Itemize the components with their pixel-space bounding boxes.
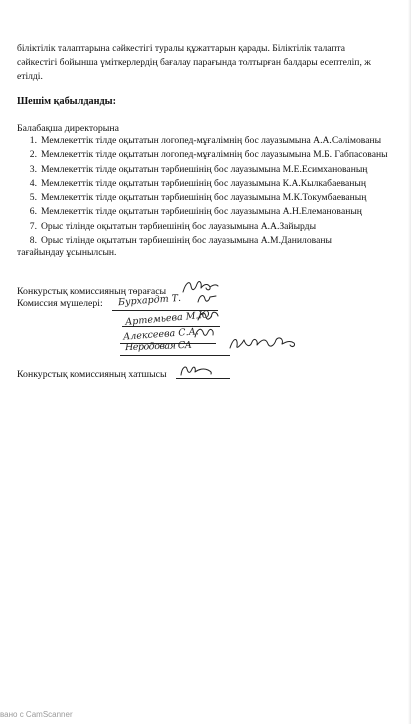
member-signature-name: Артемьева М.Ю. <box>124 309 214 328</box>
closing-line: тағайындау ұсынылсын. <box>17 247 117 258</box>
list-item <box>17 191 411 205</box>
item-number: 3. <box>29 163 37 175</box>
secretary-signature <box>178 363 214 379</box>
secretary-signature-line <box>176 378 230 379</box>
intro-line: біліктілік талаптарына сәйкестігі туралы құжаттарын қарады. Біліктілік талапта <box>17 43 346 54</box>
member-signature-name: Алексеева С.А. <box>122 326 200 343</box>
member-signature-name: Неродовая СА <box>124 339 192 354</box>
intro-line: етілді. <box>17 71 43 82</box>
member-signature-name: Бурхардт Т. <box>117 292 182 309</box>
member-signature-underline <box>120 355 230 356</box>
list-item <box>17 134 411 148</box>
intro-paragraph <box>17 42 411 84</box>
list-item <box>17 163 411 177</box>
item-number: 4. <box>29 177 37 189</box>
item-number: 6. <box>29 206 37 218</box>
member-signature <box>192 325 216 341</box>
item-number: 7. <box>29 220 37 232</box>
list-item <box>17 220 411 234</box>
member-signature <box>196 308 220 324</box>
list-item <box>17 177 411 191</box>
item-number: 1. <box>29 135 37 146</box>
decision-heading: Шешім қабылданды: <box>17 96 116 107</box>
item-text: Мемлекеттік тілде оқытатын логопед-мұғалімнің бос лауазымына М.Б. Габпасованы <box>41 149 388 161</box>
intro-line: сәйкестігі бойынша үміткерлердің бағалау парағында толтырған балдары есептеліп, ж <box>17 57 371 68</box>
member-signature <box>228 334 300 354</box>
item-text: Мемлекеттік тілде оқытатын логопед-мұғалімнің бос лауазымына А.А.Сәлімованы <box>41 135 382 146</box>
secretary-label: Конкурстық комиссияның хатшысы <box>17 369 167 380</box>
list-intro: Балабақша директорына <box>17 123 119 134</box>
item-text: Мемлекеттік тілде оқытатын тәрбиешінің бос лауазымына К.А.Кылкабаеваның <box>41 177 366 189</box>
chair-label: Конкурстық комиссияның төрағасы <box>17 286 167 297</box>
list-item <box>17 148 411 162</box>
item-number: 8. <box>29 235 37 247</box>
scanner-watermark: вано с CamScanner <box>0 710 73 719</box>
item-number: 2. <box>29 149 37 161</box>
item-text: Орыс тілінде оқытатын тәрбиешінің бос лауазымына А.М.Даниловaны <box>41 235 332 247</box>
item-text: Мемлекеттік тілде оқытатын тәрбиешінің бос лауазымына М.К.Токумбаеваның <box>41 192 367 204</box>
member-signature <box>196 292 218 306</box>
decision-list <box>17 134 411 248</box>
item-text: Мемлекеттік тілде оқытатын тәрбиешінің бос лауазымына А.Н.Елемановaның <box>41 206 362 218</box>
item-text: Мемлекеттік тілде оқытатын тәрбиешінің бос лауазымына М.Е.Есимханованың <box>41 163 368 175</box>
item-text: Орыс тілінде оқытатын тәрбиешінің бос лауазымына А.А.Зайырды <box>41 220 317 232</box>
list-item <box>17 205 411 219</box>
item-number: 5. <box>29 192 37 204</box>
members-label: Комиссия мүшелері: <box>17 298 103 309</box>
